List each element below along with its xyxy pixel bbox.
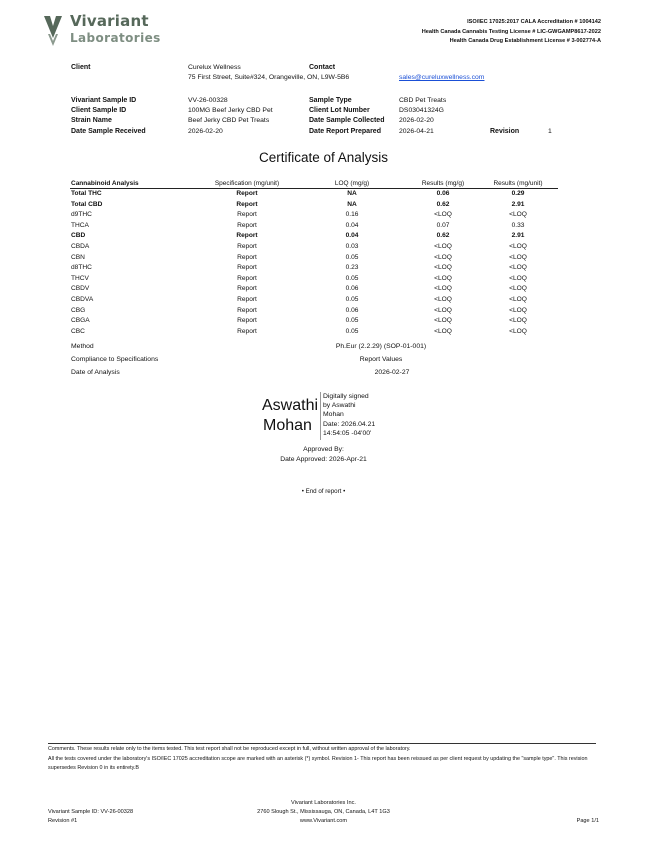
cell-result-mg-g: <LOQ — [434, 253, 452, 261]
cell-result-mg-unit: <LOQ — [509, 306, 527, 314]
footer-company: Vivariant Laboratories Inc. — [291, 800, 356, 806]
client-sample-id-label: Client Sample ID — [71, 107, 127, 114]
table-row — [0, 307, 647, 317]
sig-line: 14:54:05 -04'00' — [323, 429, 372, 437]
table-row — [0, 285, 647, 295]
footnote-comments: Comments. These results relate only to the items tested. This test report shall not be reproduced except in full, without written approval of the laboratory. — [48, 746, 411, 752]
client-sample-id: 100MG Beef Jerky CBD Pet — [188, 107, 273, 114]
cell-analyte: CBGA — [71, 317, 90, 325]
cell-spec: Report — [236, 232, 258, 240]
header-analysis: Cannabinoid Analysis — [71, 180, 139, 187]
sig-line: by Aswathi — [323, 402, 356, 410]
table-header-rule — [70, 188, 558, 189]
table-row — [0, 201, 647, 211]
signature-last-name: Mohan — [263, 417, 312, 434]
footnote-rule — [48, 743, 596, 744]
cell-loq: 0.05 — [345, 317, 359, 325]
date-collected-label: Date Sample Collected — [309, 117, 385, 124]
sig-line: Digitally signed — [323, 393, 369, 400]
table-row — [0, 243, 647, 253]
table-row — [0, 211, 647, 221]
analysis-date-label: Date of Analysis — [71, 369, 120, 376]
cell-result-mg-g: <LOQ — [434, 306, 452, 314]
table-row — [0, 232, 647, 242]
footer-page-number: Page 1/1 — [576, 818, 599, 824]
method-label: Method — [71, 343, 94, 350]
cell-result-mg-unit: <LOQ — [509, 274, 527, 282]
cell-result-mg-unit: <LOQ — [509, 243, 527, 250]
cell-spec: Report — [237, 211, 257, 219]
cell-result-mg-unit: <LOQ — [509, 327, 527, 335]
vivariant-sample-id-label: Vivariant Sample ID — [71, 97, 137, 104]
cell-analyte: CBN — [71, 253, 85, 261]
cell-spec: Report — [237, 243, 257, 250]
vivariant-sample-id: VV-26-00328 — [188, 97, 228, 104]
end-of-report: • End of report • — [301, 488, 346, 495]
date-approved: Date Approved: 2026-Apr-21 — [280, 456, 367, 463]
header-spec: Specification (mg/unit) — [214, 180, 280, 187]
revision-number: 1 — [548, 128, 552, 135]
client-label: Client — [71, 64, 91, 71]
footer-sample-id: Vivariant Sample ID: VV-26-00328 — [48, 809, 134, 815]
cell-result-mg-unit: 2.91 — [511, 200, 525, 208]
vivariant-logo-icon — [42, 14, 64, 48]
cell-result-mg-unit: 2.91 — [511, 232, 525, 240]
cell-result-mg-unit: <LOQ — [509, 285, 527, 293]
table-row — [0, 328, 647, 338]
cell-result-mg-unit: 0.33 — [511, 221, 525, 229]
date-received-label: Date Sample Received — [71, 128, 146, 135]
client-address: 75 First Street, Suite#324, Orangeville, ON, L9W-5B6 — [188, 74, 350, 81]
revision-label: Revision — [490, 128, 520, 135]
brand-name: Vivariant — [70, 12, 149, 30]
cell-result-mg-g: 0.62 — [436, 232, 450, 240]
cell-analyte: CBDA — [71, 243, 90, 250]
client-lot-label: Client Lot Number — [309, 107, 370, 114]
table-row — [0, 317, 647, 327]
cell-loq: 0.06 — [345, 285, 359, 293]
cell-loq: 0.05 — [345, 274, 359, 282]
cell-loq: 0.16 — [345, 211, 359, 219]
cell-analyte: CBC — [71, 327, 85, 335]
cell-result-mg-g: 0.62 — [436, 200, 450, 208]
date-prepared-label: Date Report Prepared — [309, 128, 381, 135]
cell-result-mg-unit: <LOQ — [509, 317, 527, 325]
accreditation-line: Health Canada Cannabis Testing License # LIC-GWGAMP8617-2022 — [421, 28, 601, 35]
cell-loq: NA — [347, 200, 357, 208]
cell-spec: Report — [236, 200, 258, 208]
table-row — [0, 264, 647, 274]
strain-name-label: Strain Name — [71, 117, 112, 124]
header-loq: LOQ (mg/g) — [334, 180, 370, 187]
cell-result-mg-g: <LOQ — [434, 327, 452, 335]
sig-line: Date: 2026.04.21 — [323, 420, 376, 428]
cell-spec: Report — [237, 317, 257, 325]
accreditation-block — [422, 18, 601, 47]
cell-result-mg-g: 0.06 — [436, 190, 450, 197]
footer-address: 2760 Slough St., Mississauga, ON, Canada, L4T 1G3 — [257, 809, 390, 815]
sample-type: CBD Pet Treats — [399, 97, 447, 104]
cell-analyte: d9THC — [71, 211, 92, 219]
cell-spec: Report — [237, 296, 257, 303]
cell-loq: 0.04 — [345, 232, 359, 240]
cell-loq: 0.05 — [345, 253, 359, 261]
cell-spec: Report — [237, 274, 257, 282]
cell-result-mg-g: <LOQ — [434, 296, 452, 303]
cell-analyte: CBD — [71, 232, 86, 240]
cell-analyte: THCA — [71, 221, 89, 229]
cell-loq: NA — [347, 190, 357, 197]
table-row — [0, 222, 647, 232]
cell-spec: Report — [237, 285, 257, 293]
date-prepared: 2026-04-21 — [399, 128, 434, 135]
cell-loq: 0.06 — [345, 306, 359, 314]
cell-result-mg-g: <LOQ — [434, 317, 452, 325]
contact-label: Contact — [309, 64, 336, 71]
client-name: Curelux Wellness — [188, 64, 241, 71]
table-row — [0, 190, 647, 200]
cell-result-mg-g: <LOQ — [434, 285, 452, 293]
header-results-mg-g: Results (mg/g) — [421, 180, 465, 187]
compliance-value: Report Values — [359, 356, 403, 363]
digital-signature-details — [323, 392, 375, 438]
cell-result-mg-g: <LOQ — [434, 243, 452, 250]
cell-result-mg-g: <LOQ — [434, 274, 452, 282]
cell-analyte: CBDVA — [71, 296, 94, 303]
date-received: 2026-02-20 — [188, 128, 223, 135]
cell-result-mg-g: 0.07 — [436, 221, 450, 229]
signature-first-name: Aswathi — [262, 397, 319, 414]
cell-result-mg-unit: <LOQ — [509, 296, 527, 303]
approved-by: Approved By: — [303, 446, 344, 453]
cell-analyte: CBDV — [71, 285, 90, 293]
cell-loq: 0.04 — [345, 221, 359, 229]
header-results-mg-unit: Results (mg/unit) — [493, 180, 543, 187]
cell-loq: 0.03 — [345, 243, 359, 250]
client-lot: DS03041324G — [399, 107, 444, 114]
strain-name: Beef Jerky CBD Pet Treats — [188, 117, 270, 124]
cell-spec: Report — [237, 221, 257, 229]
cell-spec: Report — [237, 327, 257, 335]
cell-spec: Report — [237, 264, 257, 272]
compliance-label: Compliance to Specifications — [71, 356, 159, 363]
footer-website: www.Vivariant.com — [299, 818, 348, 824]
cell-result-mg-unit: <LOQ — [509, 211, 527, 219]
cell-analyte: Total THC — [71, 190, 102, 197]
cell-analyte: d8THC — [71, 264, 92, 272]
cell-result-mg-g: <LOQ — [434, 211, 452, 219]
sample-type-label: Sample Type — [309, 97, 352, 104]
accreditation-line: Health Canada Drug Establishment License # 3-002774-A — [449, 38, 601, 44]
cell-loq: 0.23 — [345, 264, 359, 272]
cell-result-mg-g: <LOQ — [434, 264, 452, 272]
method-value: Ph.Eur (2.2.29) (SOP-01-001) — [335, 343, 427, 350]
footer-center — [0, 799, 647, 826]
footer-revision: Revision #1 — [48, 818, 78, 824]
cell-result-mg-unit: 0.29 — [511, 190, 525, 197]
cell-spec: Report — [237, 306, 257, 314]
cell-analyte: Total CBD — [71, 200, 103, 208]
cell-analyte: CBG — [71, 306, 86, 314]
signature-divider — [320, 392, 321, 440]
cell-result-mg-unit: <LOQ — [509, 253, 527, 261]
cell-loq: 0.05 — [345, 327, 359, 335]
cell-loq: 0.05 — [345, 296, 359, 303]
footnote-accreditation: All the tests covered under the laboratory's ISO/IEC 17025 accreditation scope are marked with an asterisk (*) symbol. Revision 1- This report has been reissued as per client request by updating the "sample type". This revision supersedes Revision 0 in its entirety.B — [48, 756, 588, 771]
cell-result-mg-unit: <LOQ — [509, 264, 527, 272]
analysis-date: 2026-02-27 — [374, 369, 410, 376]
sig-line: Mohan — [323, 411, 344, 419]
table-row — [0, 254, 647, 264]
date-collected: 2026-02-20 — [399, 117, 434, 124]
contact-email-link[interactable]: sales@cureluxwellness.com — [399, 74, 485, 81]
table-row — [0, 296, 647, 306]
brand-sub: Laboratories — [70, 31, 161, 45]
table-row — [0, 275, 647, 285]
page-title: Certificate of Analysis — [258, 150, 389, 165]
cell-spec: Report — [236, 190, 258, 197]
cell-spec: Report — [237, 253, 257, 261]
accreditation-line: ISO/IEC 17025:2017 CALA Accreditation # 1004142 — [467, 19, 601, 25]
cell-analyte: THCV — [71, 274, 89, 282]
